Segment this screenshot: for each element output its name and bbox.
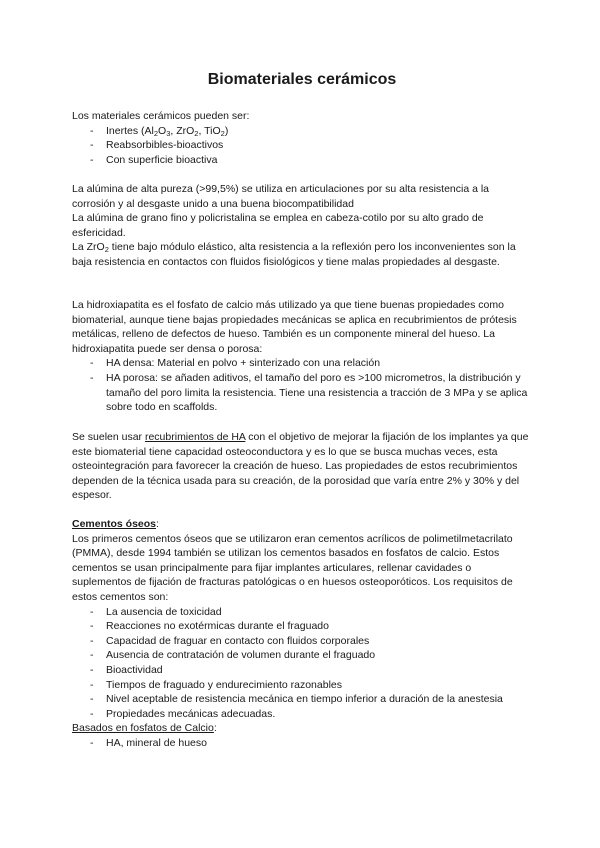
list-item: - Reabsorbibles-bioactivos [72, 138, 532, 153]
intro-lead: Los materiales cerámicos pueden ser: [72, 110, 250, 122]
paragraph: La ZrO$_2$ tiene bajo módulo elástico, alta resistencia a la reflexión pero los inconvenientes son la baja resistencia en contactos con fluidos fisiológicos y tiene malas propiedades al desgaste. [72, 241, 516, 268]
subheading: Basados en fosfatos de Calcio: [72, 722, 217, 735]
list-item: - Reacciones no exotérmicas durante el fraguado [72, 619, 532, 634]
paragraph: Los primeros cementos óseos que se utilizaron eran cementos acrílicos de polimetilmetacrilato (PMMA), desde 1994 también se utilizan los cementos basados en fosfatos de calcio. Estos cementos se usan principalmente para fijar implantes articulares, rellenar cavidades o suplementos de fijación de fracturas patológicas o en huesos osteoporóticos. Los requisitos de estos cementos son: [72, 532, 513, 603]
list-item: - HA densa: Material en polvo + sinterizado con una relación [72, 356, 532, 371]
list-item: - Con superficie bioactiva [72, 153, 532, 168]
list-item: - Inertes ($Al_2O_3$, ZrO$_2$, TiO$_2$) [72, 124, 532, 139]
requirements-list [72, 605, 532, 722]
underlined-term: recubrimientos de HA [144, 431, 246, 443]
intro-section [72, 109, 532, 167]
list-item: - Ausencia de contratación de volumen durante el fraguado [72, 648, 532, 663]
ha-types-list [72, 356, 532, 414]
basados-list [72, 736, 532, 751]
list-item: - Tiempos de fraguado y endurecimiento razonables [72, 678, 532, 693]
paragraph: La hidroxiapatita es el fosfato de calcio más utilizado ya que tiene buenas propiedades como biomaterial, aunque tiene bajas propiedades mecánicas se aplica en recubrimientos de prótesis metálicas, relleno de defectos de hueso. También es un componente mineral del hueso. La hidroxiapatita puede ser densa o porosa: [72, 299, 517, 355]
list-item: - HA porosa: se añaden aditivos, el tamaño del poro es >100 micrometros, la distribución y tamaño del poro limita la resistencia. Tiene una resistencia a tracción de 3 MPa y se aplica sobre todo en scaffolds. [72, 371, 532, 415]
list-item: - Nivel aceptable de resistencia mecánica en tiempo inferior a duración de la anestesia [72, 692, 532, 707]
list-item: - La ausencia de toxicidad [72, 605, 532, 620]
section-heading: Cementos óseos: [72, 518, 159, 530]
page-title: Biomateriales cerámicos [207, 71, 397, 88]
list-item: - HA, mineral de hueso [72, 736, 532, 751]
list-item: - Propiedades mecánicas adecuadas. [72, 707, 532, 722]
list-item: - Capacidad de fraguar en contacto con fluidos corporales [72, 634, 532, 649]
recubrimientos-section [72, 430, 532, 503]
alumina-section [72, 182, 532, 270]
ceramic-types-list [72, 124, 532, 168]
paragraph: La alúmina de grano fino y policristalina se emplea en cabeza-cotilo por su alto grado de esfericidad. [72, 212, 484, 239]
hidroxiapatita-section [72, 298, 532, 415]
paragraph: Se suelen usar recubrimientos de HA con el objetivo de mejorar la fijación de los implantes ya que este biomaterial tiene capacidad osteoconductora y es lo que se busca muchas veces, esta osteointegración para favorecer la creación de hueso. Las propiedades de estos recubrimientos dependen de la técnica usada para su creación, de la porosidad que varía entre 2% y 30% y del espesor. [72, 431, 529, 502]
paragraph: La alúmina de alta pureza (>99,5%) se utiliza en articulaciones por su alta resistencia a la corrosión y al desgaste unido a una buena biocompatibilidad [72, 183, 490, 210]
cementos-section [72, 517, 532, 751]
list-item: - Bioactividad [72, 663, 532, 678]
